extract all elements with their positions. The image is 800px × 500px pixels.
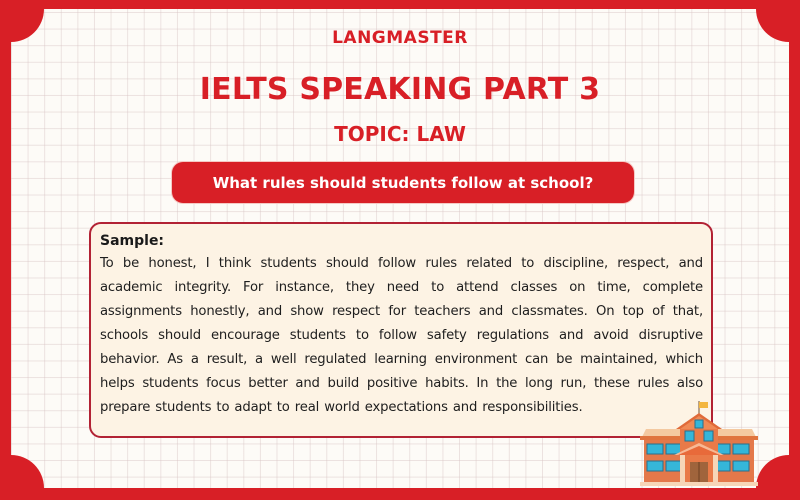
page-title: IELTS SPEAKING PART 3 — [199, 72, 601, 107]
corner-decoration-bottom-left — [11, 455, 44, 488]
sample-answer-text: To be honest, I think students should follow rules related to discipline, respect, and academic integrity. For instance, they need to attend classes on time, complete assignments honestly, and show respect for teachers and classmates. On top of that, schools should encourage students to follow safety regulations and avoid disruptive behavior. As a result, a well regulated learning environment can be maintained, which helps students focus better and build positive habits. In the long run, these rules also prepare students to adapt to real world expectations and responsibilities. — [100, 256, 703, 415]
topic-subtitle: TOPIC: LAW — [334, 122, 466, 146]
brand-logo: LANGMASTER — [332, 28, 468, 48]
sample-label: Sample: — [100, 233, 165, 249]
question-banner — [172, 162, 634, 203]
poster-canvas — [11, 9, 789, 488]
school-building-icon — [636, 399, 762, 488]
sample-answer-box — [89, 222, 713, 438]
question-text: What rules should students follow at school? — [212, 173, 594, 192]
